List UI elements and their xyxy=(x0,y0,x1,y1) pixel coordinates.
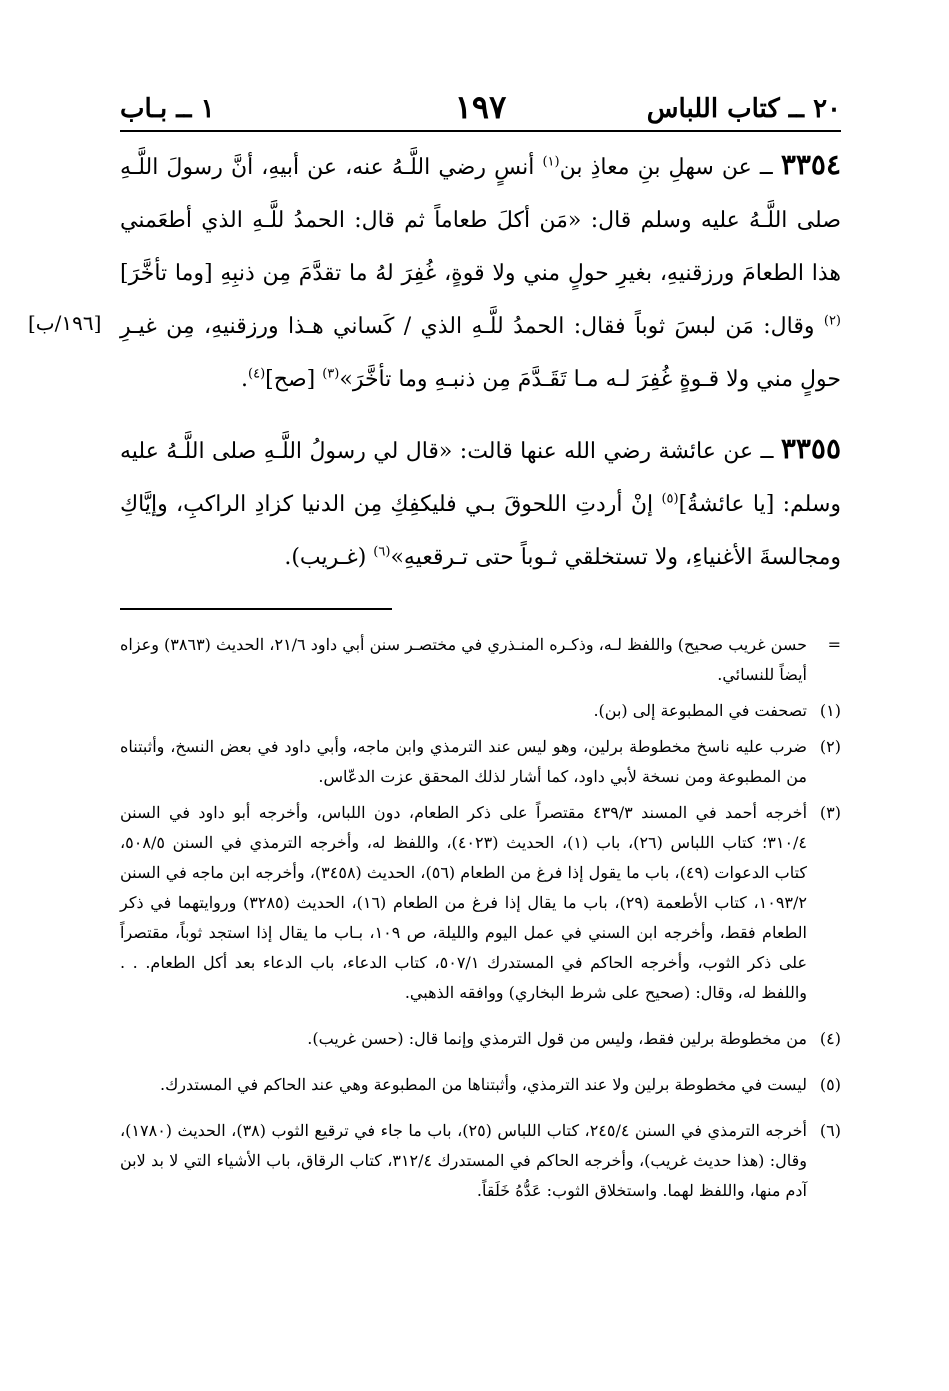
section-title: ١ ــ بـاب xyxy=(120,94,215,124)
footnote-ref: (٤) xyxy=(248,366,266,382)
footnote-text: أخرجه أحمد في المسند ٤٣٩/٣ مقتصراً على ذكر الطعام، دون اللباس، وأخرجه أبو داود في السنن ٣١٠/٤؛ كتاب اللباس (٢٦)، باب (١)، الحديث (٤٠٢٣)، واللفظ له، وأخرجه الترمذي في السنن ٥٠٨/٥، كتاب الدعوات (٤٩)، باب ما يقول إذا فرغ من الطعام (٥٦)، الحديث (٣٤٥٨)، وأخرجه ابن ماجه في السنن ١٠٩٣/٢، كتاب الأطعمة (٢٩)، باب ما يقال إذا فرغ من الطعام (١٦)، الحديث (٣٢٨٥) وروايتهما في ذكر الطعام فقط، وأخرجه ابن السني في عمل اليوم والليلة، ص ١٠٩، بـاب ما يقال إذا استجد ثوباً، مقتصراً على ذكر الثوب، وأخرجه الحاكم في المستدرك ٥٠٧/١، كتاب الدعاء، باب الدعاء بعد أكل الطعام. . . واللفظ له، وقال: (صحيح على شرط البخاري) ووافقه الذهبي. xyxy=(120,803,808,1002)
footnote-mark: (٦) xyxy=(819,1121,841,1140)
footnote-item xyxy=(120,1116,841,1206)
grading-text: [صح] xyxy=(265,367,323,392)
hadith-number: ٣٣٥٤ xyxy=(780,148,841,181)
footnote-mark: (١) xyxy=(819,701,841,720)
page-number: ١٩٧ xyxy=(454,88,507,126)
footnote-mark: = xyxy=(827,635,841,654)
chapter-title: ٢٠ ــ كتاب اللباس xyxy=(646,94,841,124)
hadith-number: ٣٣٥٥ xyxy=(780,432,841,465)
footnote-mark: (٤) xyxy=(819,1029,841,1048)
footnote-text: حسن غريب صحيح) واللفظ لـه، وذكـره المنـذري في مختصـر سنن أبي داود ٢١/٦، الحديث (٣٨٦٣) وعزاه أيضاً للنسائي. xyxy=(120,635,808,684)
footnotes xyxy=(120,630,841,1206)
footnote-ref: (٣) xyxy=(322,366,340,382)
footnote-text: تصحفت في المطبوعة إلى (بن). xyxy=(593,701,807,720)
hadith-3355 xyxy=(120,422,841,584)
book-page xyxy=(28,88,842,1212)
hadith-text: وقال: مَن لبسَ ثوباً فقال: الحمدُ للَّـهِ الذي / كَساني هـذا ورزقنيهِ، مِن غيـرِ حولٍ مني ولا قـوةٍ غُفِرَ لـه مـا تَقَـدَّمَ مِن ذنبـهِ وما تأخَّرَ» xyxy=(120,314,841,392)
footnote-text: ضرب عليه ناسخ مخطوطة برلين، وهو ليس عند الترمذي وابن ماجه، وأبي داود في بعض النسخ، وأثبتناه من المطبوعة ومن نسخة لأبي داود، كما أشار لذلك المحقق عزت الدعّاس. xyxy=(120,737,807,786)
footnote-mark: (٣) xyxy=(819,803,841,822)
hadith-3354 xyxy=(28,138,842,406)
manuscript-margin-note: [١٩٦/ب] xyxy=(28,311,102,335)
footnote-ref: (٢) xyxy=(823,313,841,329)
footnote-ref: (٦) xyxy=(373,544,391,560)
hadith-text: . xyxy=(241,367,249,392)
footnote-item xyxy=(120,798,841,1008)
page-header xyxy=(120,88,841,132)
footnote-separator xyxy=(120,608,392,610)
footnote-text: من مخطوطة برلين فقط، وليس من قول الترمذي وإنما قال: (حسن غريب). xyxy=(307,1029,807,1048)
footnote-text: ليست في مخطوطة برلين ولا عند الترمذي، وأثبتناها من المطبوعة وهي عند الحاكم في المستدرك. xyxy=(160,1075,807,1094)
footnote-text: أخرجه الترمذي في السنن ٢٤٥/٤، كتاب اللباس (٢٥)، باب ما جاء في ترقيع الثوب (٣٨)، الحديث (١٧٨٠)، وقال: (هذا حديث غريب)، وأخرجه الحاكم في المستدرك ٣١٢/٤، كتاب الرقاق، باب الأشياء التي لا بد لابن آدم منها، واللفظ لهما. واستخلاق الثوب: عَدُّهُ خَلَقاً. xyxy=(120,1121,807,1200)
main-text xyxy=(28,138,842,584)
footnote-ref: (٥) xyxy=(661,491,679,507)
hadith-text: إنْ أردتِ اللحوقَ بـي فليكفِكِ مِن الدنيا كزادِ الراكبِ، وإيَّاكِ ومجالسةَ الأغنياءِ، ولا تستخلقي ثـوباً حتى تـرقعيهِ» xyxy=(120,492,841,570)
footnote-item xyxy=(120,630,841,690)
footnote-item xyxy=(120,732,841,792)
hadith-text: ــ عن سهلِ بنِ معاذِ بن xyxy=(559,155,781,180)
footnote-ref: (١) xyxy=(542,154,560,170)
footnote-mark: (٥) xyxy=(819,1075,841,1094)
footnote-item xyxy=(120,1024,841,1054)
footnote-item xyxy=(120,1070,841,1100)
footnote-item xyxy=(120,696,841,726)
footnote-mark: (٢) xyxy=(819,737,841,756)
hadith-text: أنسٍ رضي اللَّـهُ عنه، عن أبيهِ، أنَّ رسولَ اللَّـهِ صلى اللَّـهُ عليه وسلم قال: «مَن أكلَ طعاماً ثم قال: الحمدُ للَّـهِ الذي أطعَمني هذا الطعامَ ورزقنيهِ، بغيرِ حولٍ مني ولا قوةٍ، غُفِرَ لهُ ما تقدَّمَ مِن ذنبِهِ [وما تأخَّرَ] xyxy=(120,155,842,286)
grading-text: (غـريب). xyxy=(284,545,374,570)
hadith-text: ــ عن عائشة رضي الله عنها قالت: «قال لي رسولُ اللَّـهِ صلى اللَّـهُ عليه وسلم: [يا عائشةُ] xyxy=(120,439,841,517)
